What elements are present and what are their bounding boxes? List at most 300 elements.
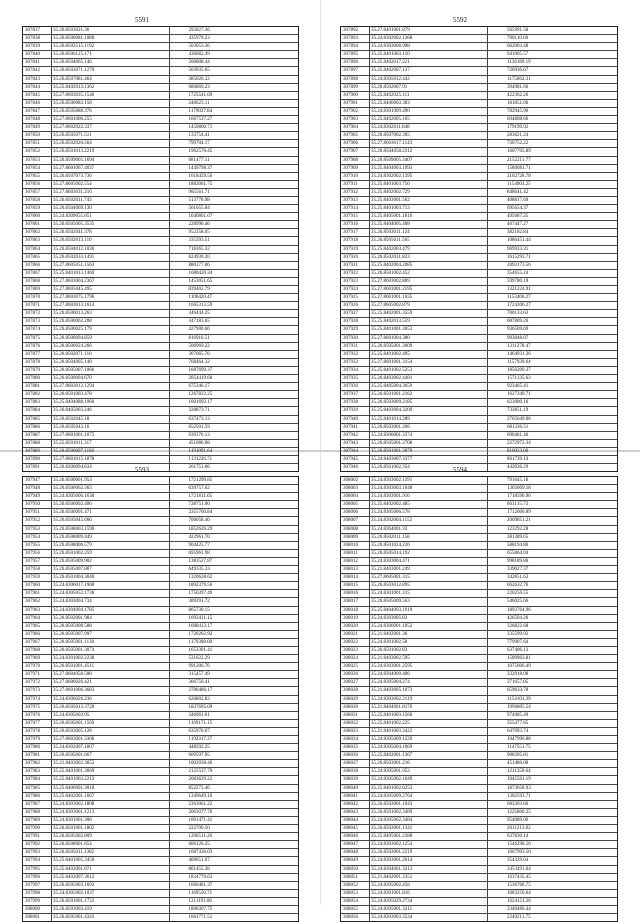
- row-id: 308016: [343, 591, 358, 597]
- row-code: 35.24.8303005.83: [371, 615, 408, 621]
- row-code: 35.26.8505003.1692: [53, 882, 95, 888]
- row-id: 308032: [343, 720, 358, 726]
- row-amount: 1321224.91: [507, 287, 531, 292]
- row-code: 35.26.8501013.2219: [53, 149, 95, 155]
- row-id: 308035: [343, 745, 358, 751]
- table-row: [341, 132, 617, 140]
- table-row: [23, 760, 298, 768]
- row-amount: 408817.69: [507, 197, 529, 203]
- row-amount: 1047996.88: [507, 737, 531, 742]
- table-row: [23, 582, 298, 590]
- table-row: [341, 598, 617, 606]
- table-row: [23, 286, 298, 294]
- row-id: 307928: [343, 319, 358, 325]
- row-code: 35.26.8507081.464: [53, 76, 92, 82]
- table-row: [341, 318, 617, 326]
- row-amount: 1303069.18: [507, 486, 531, 492]
- row-amount: 908395.81: [507, 753, 529, 759]
- row-code: 35.26.8505013.3728: [53, 704, 95, 710]
- row-amount: 848641.42: [507, 189, 529, 195]
- row-id: 307883: [25, 400, 40, 406]
- table-row: [341, 485, 617, 493]
- row-id: 307939: [343, 408, 358, 414]
- row-code: 35.26.8503001.266: [371, 424, 410, 430]
- row-id: 307863: [25, 238, 40, 244]
- row-amount: 422362.26: [507, 92, 529, 98]
- row-amount: 1687436.03: [188, 850, 213, 856]
- row-id: 308052: [343, 882, 358, 888]
- row-id: 307893: [343, 36, 358, 42]
- row-amount: 1154003.25: [507, 181, 531, 187]
- row-amount: 1154101.39: [507, 696, 531, 702]
- row-amount: 1131226.71: [188, 456, 213, 462]
- row-amount: 346061.01: [188, 712, 210, 718]
- row-id: 307878: [25, 359, 40, 365]
- row-code: 35.25.8402004.2085: [371, 262, 413, 268]
- row-amount: 936569.69: [507, 327, 529, 333]
- row-code: 35.27.8605001.315: [371, 575, 410, 581]
- row-code: 35.26.8502071.110: [53, 351, 92, 357]
- row-code: 35.21.8403002.595: [371, 656, 410, 662]
- row-amount: 1464931.36: [507, 351, 531, 357]
- row-amount: 974085.49: [507, 712, 529, 718]
- row-amount: 1546298.56: [507, 842, 531, 848]
- row-amount: 2069851.21: [507, 518, 531, 524]
- row-id: 307953: [25, 526, 40, 532]
- row-code: 35.24.8306001.1052: [371, 623, 413, 629]
- row-amount: 283621.24: [507, 133, 529, 139]
- row-amount: 687809.26: [507, 319, 529, 325]
- row-code: 35.26.8500083.158: [53, 100, 92, 106]
- row-code: 35.25.8401014.289: [371, 416, 410, 422]
- table-row: [23, 704, 298, 712]
- row-code: 35.26.8505002.809: [53, 834, 92, 840]
- row-id: 307881: [25, 384, 40, 390]
- row-id: 307859: [25, 206, 40, 212]
- row-amount: 1086451.44: [507, 238, 531, 244]
- row-id: 307936: [343, 384, 358, 390]
- row-amount: 495687.25: [507, 214, 529, 220]
- table-row: [341, 456, 617, 464]
- row-id: 307973: [25, 688, 40, 694]
- row-code: 35.26.8502007.91: [371, 84, 408, 90]
- row-code: 35.26.8501002.354: [371, 465, 410, 471]
- row-id: 307977: [25, 720, 40, 726]
- row-id: 308004: [343, 494, 358, 500]
- row-amount: 2054419.60: [188, 376, 213, 382]
- row-id: 307887: [25, 432, 40, 438]
- row-code: 35.24.8305001.3211: [371, 906, 413, 912]
- table-row: [23, 607, 298, 615]
- table-row: [23, 100, 298, 108]
- row-amount: 2363061.22: [188, 801, 213, 807]
- row-code: 35.24.8305002.1037: [53, 890, 95, 896]
- row-amount: 1667537.27: [188, 117, 213, 123]
- row-id: 307842: [25, 68, 40, 74]
- row-amount: 1580081.71: [507, 165, 531, 171]
- table-row: [23, 132, 298, 140]
- row-id: 308000: [25, 906, 40, 912]
- table-row: [23, 501, 298, 509]
- row-code: 35.26.8503009.2185: [371, 400, 413, 406]
- row-code: 35.27.8601001.1075: [53, 432, 95, 438]
- row-amount: 1157939.64: [507, 359, 531, 365]
- row-amount: 768464.32: [188, 359, 210, 365]
- row-id: 307880: [25, 376, 40, 382]
- row-code: 35.24.8304009.486: [371, 672, 410, 678]
- row-code: 35.26.8505088.376: [53, 108, 92, 114]
- row-amount: 2272972.34: [507, 440, 531, 446]
- table-row: [23, 874, 298, 882]
- table-row: [23, 246, 298, 254]
- table-row: [23, 906, 298, 914]
- row-amount: 1601693.17: [188, 400, 213, 406]
- row-code: 35.26.8503001.2219: [371, 850, 413, 856]
- row-code: 35.26.8505011.1382: [53, 850, 95, 856]
- row-amount: 1608413.17: [188, 623, 213, 629]
- row-code: 35.26.8501001.1722: [53, 898, 95, 904]
- table-row: [23, 801, 298, 809]
- table-row: [23, 566, 298, 574]
- row-id: 308014: [343, 575, 358, 581]
- row-id: 307877: [25, 351, 40, 357]
- row-code: 35.27.8605002.879: [371, 303, 410, 309]
- row-amount: 637406.13: [507, 647, 529, 653]
- row-id: 308022: [343, 639, 358, 645]
- table-row: [341, 391, 617, 399]
- row-id: 307954: [25, 534, 40, 540]
- row-id: 307855: [25, 173, 40, 179]
- table-row: [23, 173, 298, 181]
- row-id: 308051: [343, 874, 358, 880]
- row-id: 308009: [343, 534, 358, 540]
- table-row: [23, 720, 298, 728]
- row-code: 35.26.8506013.263: [53, 311, 92, 317]
- row-id: 307864: [25, 246, 40, 252]
- row-id: 307913: [343, 197, 358, 203]
- row-code: 35.24.8302004.1152: [371, 518, 413, 524]
- row-id: 307962: [25, 599, 40, 605]
- row-id: 308030: [343, 704, 358, 710]
- row-id: 307968: [25, 647, 40, 653]
- row-amount: 923465.41: [507, 384, 529, 390]
- row-amount: 663115.73: [507, 502, 529, 508]
- row-code: 35.26.8502011.158: [371, 534, 410, 540]
- row-code: 35.27.8602022.337: [53, 125, 92, 131]
- table-row: [23, 833, 298, 841]
- row-code: 35.26.8508006.579: [53, 542, 92, 548]
- table-row: [341, 712, 617, 720]
- row-amount: 339027.37: [507, 567, 529, 573]
- row-code: 35.25.8401002.225: [371, 720, 410, 726]
- row-id: 308049: [343, 858, 358, 864]
- table-row: [23, 278, 298, 286]
- row-amount: 998189.86: [507, 558, 529, 564]
- row-code: 35.26.8506002.406: [53, 502, 92, 508]
- row-id: 307848: [25, 117, 40, 123]
- row-code: 35.26.8504005.148: [53, 359, 92, 365]
- row-code: 35.24.8305004.1069: [371, 745, 413, 751]
- row-amount: 2011213.02: [507, 826, 531, 832]
- data-table: [22, 476, 299, 922]
- table-row: [341, 278, 617, 286]
- row-code: 35.24.8301009.490: [371, 108, 410, 114]
- table-row: [341, 165, 617, 173]
- row-amount: 1852626.29: [188, 526, 213, 532]
- row-id: 307963: [25, 607, 40, 613]
- table-row: [23, 326, 298, 334]
- row-code: 35.26.8503001.216: [371, 761, 410, 767]
- row-amount: 2765649.06: [507, 416, 531, 422]
- row-id: 307838: [25, 36, 40, 42]
- row-code: 35.25.8401002.5253: [371, 367, 413, 373]
- row-code: 35.26.8502001.984: [53, 615, 92, 621]
- row-amount: 354655.24: [507, 270, 529, 276]
- row-id: 307904: [343, 125, 358, 131]
- row-id: 307956: [25, 550, 40, 556]
- row-id: 308021: [343, 631, 358, 637]
- row-amount: 700110.60: [507, 36, 529, 42]
- table-row: [341, 728, 617, 736]
- row-amount: 649335.33: [188, 567, 210, 573]
- row-id: 307860: [25, 214, 40, 220]
- row-id: 307958: [25, 567, 40, 573]
- row-amount: 1211191.06: [188, 898, 212, 904]
- row-amount: 637473.13: [188, 416, 210, 422]
- table-row: [341, 526, 617, 534]
- row-code: 35.25.8404003.1919: [371, 607, 413, 613]
- row-code: 35.25.8406001.3018: [53, 785, 95, 791]
- row-code: 35.25.8404003.1093: [371, 165, 413, 171]
- table-row: [23, 383, 298, 391]
- row-amount: 546025.66: [507, 599, 529, 605]
- row-amount: 952358.05: [188, 230, 210, 236]
- row-code: 35.26.8405003.246: [53, 408, 92, 414]
- row-id: 307876: [25, 343, 40, 349]
- row-code: 35.26.8403002.4481: [371, 376, 413, 382]
- row-id: 307854: [25, 165, 40, 171]
- row-code: 35.25.8402013.559: [371, 319, 410, 325]
- row-code: 35.26.8503005.128: [53, 728, 92, 734]
- table-row: [341, 679, 617, 687]
- row-code: 35.25.8401005.3450: [53, 858, 95, 864]
- table-row: [341, 92, 617, 100]
- row-id: 307869: [25, 287, 40, 292]
- row-id: 307867: [25, 270, 40, 276]
- row-code: 35.26.8507002.305: [371, 133, 410, 139]
- row-amount: 1175662.31: [507, 76, 531, 82]
- row-code: 35.21.8403002.3653: [53, 761, 95, 767]
- table-row: [341, 100, 617, 108]
- row-id: 308050: [343, 866, 358, 872]
- row-amount: 683303.66: [507, 801, 529, 807]
- row-code: 35.26.8506125.171: [53, 52, 92, 58]
- row-amount: 779907.64: [507, 639, 529, 645]
- table-row: [23, 655, 298, 663]
- row-amount: 1136189.19: [507, 60, 531, 66]
- row-code: 35.24.8303003.3534: [371, 915, 413, 921]
- row-code: 35.24.8303001.2014: [371, 858, 413, 864]
- row-amount: 435979.23: [188, 36, 210, 42]
- table-row: [23, 157, 298, 165]
- row-id: 307944: [343, 448, 358, 454]
- table-row: [341, 590, 617, 598]
- table-row: [341, 173, 617, 181]
- row-code: 35.26.8501004.3040: [53, 575, 95, 581]
- row-code: 35.21.8402001.36: [371, 631, 408, 637]
- table-row: [23, 493, 298, 501]
- table-row: [23, 51, 298, 59]
- row-amount: 939376.13: [188, 432, 210, 438]
- row-code: 35.26.8501001.3079: [371, 448, 413, 454]
- row-code: 35.26.8501001.2162: [371, 392, 413, 398]
- row-amount: 385026.32: [188, 76, 210, 82]
- table-row: [341, 213, 617, 221]
- table-row: [23, 335, 298, 343]
- row-code: 35.26.8502045.18: [53, 416, 90, 422]
- row-amount: 1661771.51: [188, 915, 213, 921]
- row-code: 35.27.8605051.1563: [53, 262, 95, 268]
- table-row: [341, 785, 617, 793]
- row-code: 35.26.8501024.226: [371, 542, 410, 548]
- table-row: [341, 558, 617, 566]
- table-row: [341, 874, 617, 882]
- table-row: [23, 890, 298, 898]
- row-amount: 1721811.65: [188, 494, 213, 500]
- row-code: 35.24.8301002.2238: [53, 656, 95, 662]
- table-row: [341, 760, 617, 768]
- row-code: 35.26.8505071.511: [53, 133, 92, 139]
- page-number: 5591: [135, 16, 149, 24]
- page-number: 5594: [453, 466, 467, 474]
- table-row: [23, 631, 298, 639]
- row-id: 308042: [343, 801, 358, 807]
- table-row: [23, 663, 298, 671]
- table-row: [23, 817, 298, 825]
- row-code: 35.26.8502011.743: [53, 197, 92, 203]
- row-code: 35.27.8601001.3154: [371, 359, 413, 365]
- row-amount: 2063077.76: [188, 809, 213, 815]
- table-row: [341, 343, 617, 351]
- table-row: [341, 793, 617, 801]
- row-amount: 561655.84: [188, 206, 210, 212]
- table-row: [341, 736, 617, 744]
- table-row: [341, 407, 617, 415]
- row-code: 35.26.8200094.634: [53, 465, 92, 471]
- row-code: 35.27.8603035.1546: [53, 92, 95, 98]
- row-id: 307943: [343, 440, 358, 446]
- table-row: [341, 696, 617, 704]
- row-id: 307901: [343, 100, 358, 106]
- table-row: [341, 647, 617, 655]
- row-code: 35.24.8303001.916: [371, 494, 410, 500]
- row-amount: 1383527.87: [188, 558, 213, 564]
- table-row: [341, 631, 617, 639]
- table-row: [341, 59, 617, 67]
- row-code: 35.24.8301001.315: [371, 591, 410, 597]
- row-amount: 355477.85: [507, 720, 529, 726]
- row-amount: 422961.70: [188, 534, 210, 540]
- row-id: 308047: [343, 842, 358, 848]
- table-row: [341, 477, 617, 485]
- row-amount: 730752.22: [507, 141, 529, 147]
- table-row: [23, 343, 298, 351]
- row-amount: 513778.98: [188, 197, 210, 203]
- row-amount: 799704.17: [188, 141, 210, 147]
- row-id: 307875: [25, 335, 40, 341]
- row-id: 307895: [343, 52, 358, 58]
- table-row: [23, 84, 298, 92]
- table-row: [23, 76, 298, 84]
- row-amount: 347183.65: [188, 319, 210, 325]
- row-amount: 382182.84: [507, 230, 529, 236]
- row-id: 307945: [343, 456, 358, 462]
- row-id: 307972: [25, 680, 40, 686]
- row-id: 307849: [25, 125, 40, 131]
- table-row: [23, 35, 298, 43]
- row-amount: 1589963.81: [507, 656, 531, 662]
- row-code: 35.24.8305009.2764: [371, 793, 413, 799]
- row-code: 35.27.8605002.554: [53, 181, 92, 187]
- table-row: [341, 687, 617, 695]
- row-code: 35.27.8601004.380: [371, 335, 410, 341]
- table-row: [23, 825, 298, 833]
- row-amount: 1571135.63: [507, 376, 531, 382]
- table-row: [341, 367, 617, 375]
- row-id: 307930: [343, 335, 358, 341]
- row-id: 308005: [343, 502, 358, 508]
- row-id: 307861: [25, 222, 40, 228]
- table-row: [341, 432, 617, 440]
- table-row: [23, 517, 298, 525]
- row-id: 307865: [25, 254, 40, 260]
- row-code: 35.24.8305052.1736: [53, 591, 95, 597]
- row-code: 35.26.8500001.953: [53, 478, 92, 483]
- table-row: [23, 213, 298, 221]
- row-code: 35.26.8501002.259: [53, 550, 92, 556]
- row-code: 35.26.8503021.36: [53, 28, 90, 33]
- row-id: 307837: [25, 28, 40, 33]
- table-row: [341, 914, 617, 921]
- table-row: [341, 542, 617, 550]
- row-amount: 1192317.37: [188, 737, 213, 742]
- row-amount: 261751.66: [188, 465, 210, 471]
- row-id: 307907: [343, 149, 358, 155]
- row-id: 307926: [343, 303, 358, 309]
- table-row: [23, 785, 298, 793]
- row-amount: 2152211.77: [507, 157, 531, 163]
- table-row: [23, 189, 298, 197]
- row-id: 308046: [343, 834, 358, 840]
- table-row: [23, 432, 298, 440]
- table-row: [23, 407, 298, 415]
- row-amount: 1106420.47: [188, 295, 213, 301]
- row-id: 307988: [25, 809, 40, 815]
- row-id: 307978: [25, 728, 40, 734]
- row-amount: 695961.98: [188, 550, 210, 556]
- table-row: [341, 197, 617, 205]
- row-id: 307933: [343, 359, 358, 365]
- row-code: 35.26.8504012.1036: [53, 246, 95, 252]
- table-row: [23, 124, 298, 132]
- row-code: 35.26.8505001.3009: [371, 343, 413, 349]
- row-id: 307839: [25, 44, 40, 50]
- data-table: [340, 476, 618, 922]
- row-code: 35.25.8405001.1010: [371, 214, 413, 220]
- table-row: [341, 51, 617, 59]
- row-code: 35.24.8301001.816: [371, 890, 410, 896]
- row-amount: 335393.51: [188, 238, 210, 244]
